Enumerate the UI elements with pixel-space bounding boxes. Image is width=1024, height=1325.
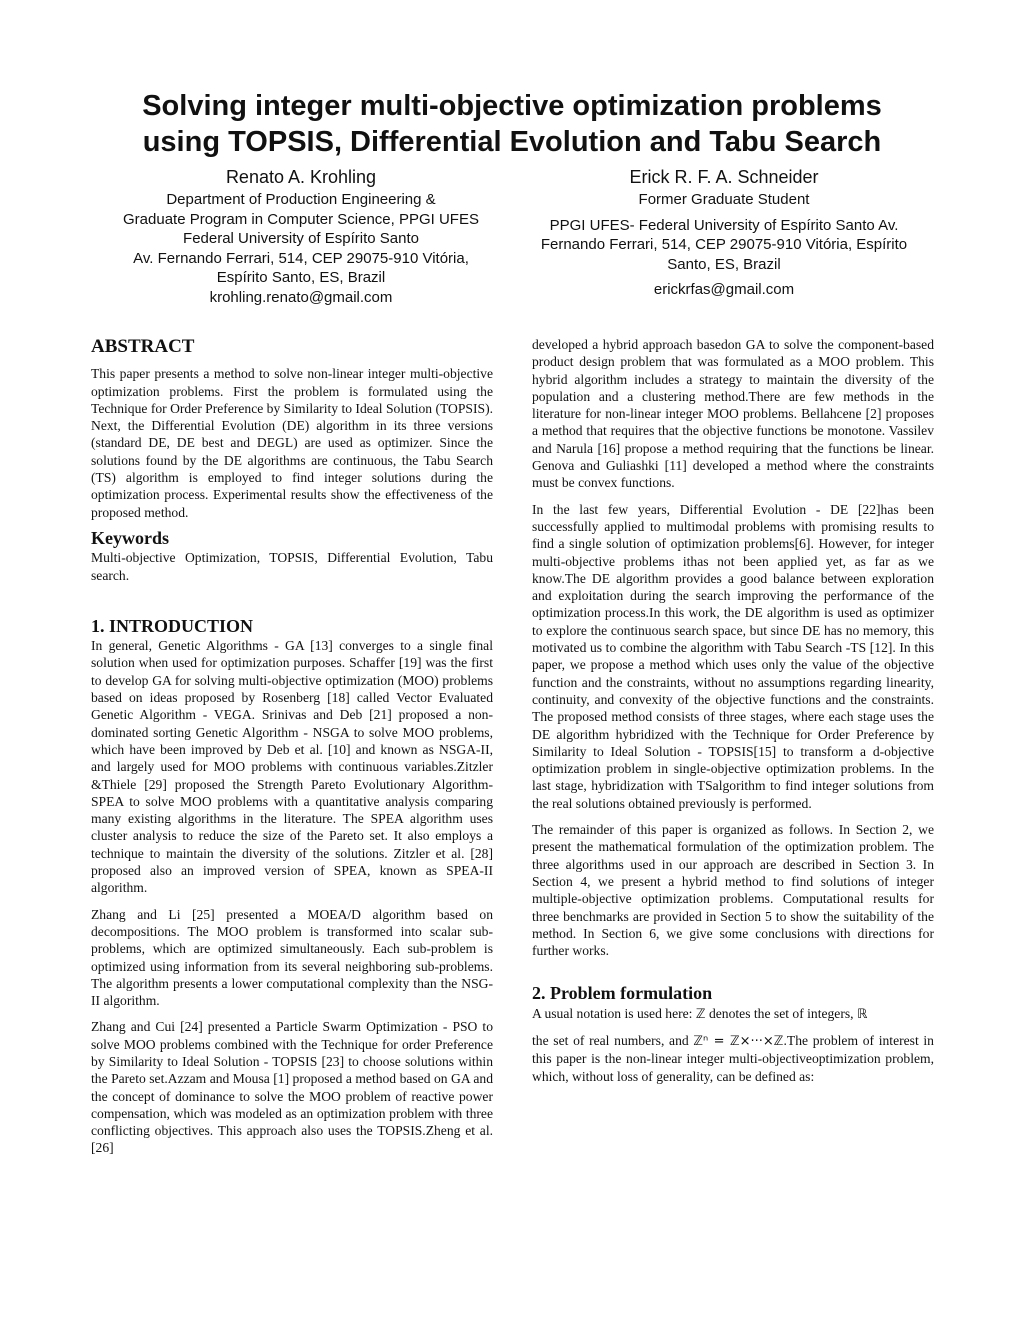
abstract-text: This paper presents a method to solve non-linear integer multi-objective optimization problems. First the problem is formulated using the Technique for Order Preference by Similarity to Ideal Solution (TOPSIS). Next, the Differential Evolution (DE) algorithm in its three versions (standard DE, DE best and DEGL) are used as optimizer. Since the solutions found by the DE algorithms are continuous, the Tabu Search (TS) algorithm is employed to find integer solutions during the optimization process. Experimental results show the effectiveness of the proposed method.: [91, 366, 493, 520]
integers-symbol: ℤ: [695, 1006, 706, 1022]
author-email: krohling.renato@gmail.com: [209, 288, 393, 306]
left-column: [91, 336, 493, 1166]
author-affiliation-line: Graduate Program in Computer Science, PPGI UFES: [123, 210, 479, 228]
introduction-paragraph: The remainder of this paper is organized as follows. In Section 2, we present the mathematical formulation of the optimization problem. The three algorithms used in our approach are described in Section 3. In Section 4, we present a hybrid method to find solutions of integer multiple-objective optimization problems. Computational results for three benchmarks are provided in Section 5 to show the suitability of the method. In Section 6, we give some conclusions with directions for further works.: [532, 822, 934, 959]
author-block-2: [518, 166, 930, 300]
keywords-text: Multi-objective Optimization, TOPSIS, Differential Evolution, Tabu search.: [91, 550, 493, 583]
introduction-paragraph: developed a hybrid approach basedon GA to solve the component-based product design problem that was formulated as a MOO problem. This hybrid algorithm includes a strategy to maintain the diversity of the population and a clustering method.There are few methods in the literature for non-linear integer MOO problems. Bellahcene [2] proposes a method that requires that the objective functions be monotone. Vassilev and Narula [16] propose a method requiring that the functions be linear. Genova and Guliashki [11] developed a method where the constraints must be convex functions.: [532, 337, 934, 491]
author-affiliation-line: Department of Production Engineering &: [166, 191, 436, 208]
notation-text: the set of real numbers, and: [532, 1032, 689, 1048]
introduction-paragraph: In the last few years, Differential Evolution - DE [22]has been successfully applied to multimodal problems with promising results to find a single solution of optimization problems[6]. However, for integer multi-objective problems ithas not been applied yet, as far as we know.The DE algorithm provides a good balance between exploration and exploitation during the search improving the performance of the optimization process.In this work, the DE algorithm is used as optimizer to explore the continuous search space, but since DE has no memory, this motivated us to combine the algorithm with Tabu Search -TS [12]. In this paper, we propose a method which uses only the value of the objective function and the constraints, without no assumptions regarding linearity, continuity, and convexity of the objective functions and the constraints. The proposed method consists of three stages, where each stage uses the DE algorithm hybridized with the Technique for Order Preference by Similarity to Ideal Solution - TOPSIS[15] to transform a d-objective optimization problem in single-objective optimization problems. In the last stage, hybridization with TSalgorithm to find integer solutions from the real solutions obtained previously is performed.: [532, 501, 934, 811]
introduction-paragraph: In general, Genetic Algorithms - GA [13] converges to a single final solution when used for optimization purposes. Schaffer [19] was the first to develop GA for solving multi-objective optimization (MOO) problems based on ideas proposed by Rosenberg [18] called Vector Evaluated Genetic Algorithm - VEGA. Srinivas and Deb [21] proposed a non-dominated sorting Genetic Algorithm - NSGA to solve MOO problems, which have been improved by Deb et al. [10] and known as NSGA-II, and largely used for MOO problems with continuous variables.Zitzler &Thiele [29] proposed the Strength Pareto Evolutionary Algorithm- SPEA to solve MOO problems with a quantitative analysis comparing many existing algorithms in the literature. The SPEA algorithm uses cluster analysis to reduce the size of the Pareto set. It also employs a technique to maintain the diversity of the solutions. Zitzler et al. [28] proposed also an improved version of SPEA, known as SPEA-II algorithm.: [91, 638, 493, 896]
author-affiliation-line: PPGI UFES- Federal University of Espírito Santo Av.: [549, 216, 899, 234]
keywords-heading: Keywords: [91, 527, 169, 548]
notation-line: [532, 1005, 934, 1023]
author-role: Former Graduate Student: [638, 191, 810, 208]
integer-space-formula: ℤⁿ = ℤ×···×ℤ: [693, 1033, 784, 1049]
reals-symbol: ℝ: [856, 1006, 868, 1022]
introduction-paragraph: Zhang and Li [25] presented a MOEA/D algorithm based on decompositions. The MOO problem is transformed into scalar sub-problems, which are optimized simultaneously. Each sub-problem is optimized using information from its several neighboring sub-problems. The algorithm presents a lower computational complexity than the NSG-II algorithm.: [91, 906, 493, 1009]
paper-title: [60, 88, 964, 160]
author-name: Erick R. F. A. Schneider: [629, 167, 819, 187]
author-affiliation-line: Espírito Santo, ES, Brazil: [216, 269, 386, 286]
introduction-paragraph: Zhang and Cui [24] presented a Particle Swarm Optimization - PSO to solve MOO problems combined with the Technique for order Preference by Similarity to Ideal Solution - TOPSIS [23] to choose solutions within the Pareto set.Azzam and Mousa [1] proposed a method based on GA and the concept of dominance to solve the MOO problem of reactive power compensation, which was modeled as an optimization problem with three conflicting objectives. This approach also uses the TOPSIS.Zheng et al. [26]: [91, 1019, 493, 1156]
author-affiliation-line: Federal University of Espírito Santo: [183, 230, 419, 247]
author-email: erickrfas@gmail.com: [653, 281, 795, 298]
notation-line: [532, 1032, 934, 1085]
author-name: Renato A. Krohling: [225, 167, 377, 187]
title-line-2: using TOPSIS, Differential Evolution and Tabu Search: [142, 126, 882, 158]
author-block-1: [96, 166, 506, 307]
title-line-1: Solving integer multi-objective optimization problems: [142, 90, 882, 122]
notation-text: A usual notation is used here:: [532, 1005, 693, 1021]
problem-formulation-heading: 2. Problem formulation: [532, 983, 713, 1004]
author-affiliation-line: Fernando Ferrari, 514, CEP 29075-910 Vitória, Espírito: [540, 236, 908, 253]
right-column: [532, 336, 934, 1094]
notation-text: denotes the set of integers,: [708, 1005, 854, 1021]
introduction-heading: 1. INTRODUCTION: [91, 615, 254, 636]
author-affiliation-line: Santo, ES, Brazil: [667, 255, 781, 273]
notation-text: .The problem of interest in this paper is the non-linear integer multi-objectiveoptimization problem, which, without loss of generality, can be defined as:: [532, 1032, 934, 1084]
author-affiliation-line: Av. Fernando Ferrari, 514, CEP 29075-910 Vitória,: [133, 249, 469, 267]
abstract-heading: ABSTRACT: [91, 336, 195, 357]
